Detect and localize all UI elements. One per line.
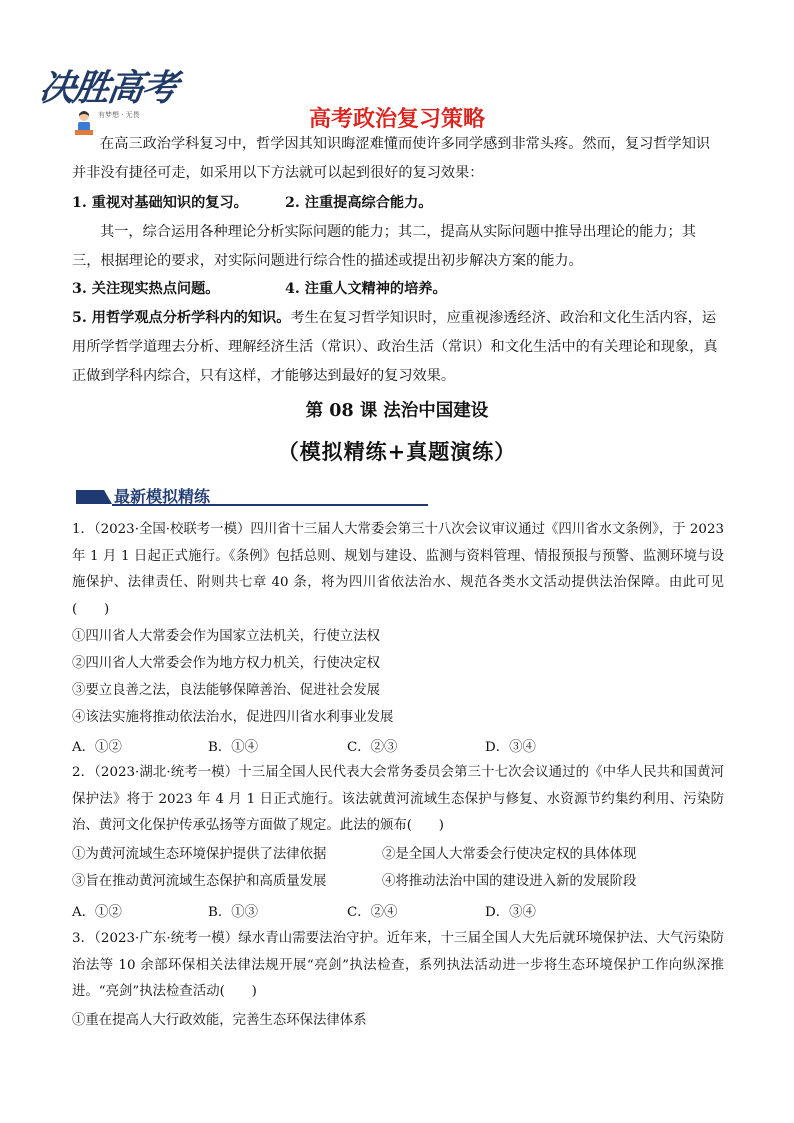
page-title: 高考政治复习策略 [308, 107, 485, 132]
question-2-answer-d: D．③④ [485, 905, 536, 920]
question-2-option-1: ①为黄河流域生态环境保护提供了法律依据 [72, 847, 327, 862]
logo-slogan: 有梦想 · 无畏 [98, 111, 140, 119]
question-1-option-2: ②四川省人大常委会作为地方权力机关，行使决定权 [72, 656, 380, 671]
question-2-option-3: ③旨在推动黄河流域生态保护和高质量发展 [72, 874, 327, 889]
question-1-stem: 1．（2023·全国·校联考一模）四川省十三届人大常委会第三十八次会议审议通过《四川省水文条例》，于 2023 年 1 月 1 日起正式施行。《条例》包括总则、规划与建设、监测与资料管理、情报预报与预警、监测环境与设施保护、法律责任、附则共七章 40 条，将为四川省依法治水、规范各类水文活动提供法治保障。由此可见( ) [72, 522, 724, 617]
lesson-title: 第 08 课 法治中国建设 [305, 401, 489, 421]
question-2-stem: 2．（2023·湖北·统考一模）十三届全国人民代表大会常务委员会第三十七次会议通过的《中华人民共和国黄河保护法》将于 2023 年 4 月 1 日正式施行。该法就黄河流域生态保护与修复、水资源节约集约利用、污染防治、黄河文化保护传承弘扬等方面做了规定。此法的颁布( ) [72, 765, 724, 833]
question-2-answer-c: C．②④ [347, 905, 398, 920]
tip-row-2 [72, 275, 722, 304]
tip-2-detail: 其一，综合运用各种理论分析实际问题的能力；其二，提高从实际问题中推导出理论的能力；其三，根据理论的要求，对实际问题进行综合性的描述或提出初步解决方案的能力。 [72, 224, 696, 269]
tip-3: 3. 关注现实热点问题。 [72, 281, 220, 297]
tip-row-1 [72, 189, 722, 218]
tip-5: 5. 用哲学观点分析学科内的知识。 [72, 310, 291, 326]
question-1-answer-d: D．③④ [485, 740, 536, 755]
tip-1: 1. 重视对基础知识的复习。 [72, 195, 248, 211]
banner-shape [76, 490, 112, 504]
question-1-answer-c: C．②③ [347, 740, 398, 755]
tip-5-paragraph [72, 304, 722, 391]
question-3-option-1: ①重在提高人大行政效能，完善生态环保法律体系 [72, 1013, 367, 1028]
section-banner [76, 484, 428, 510]
logo-text: 决胜高考 [36, 67, 179, 109]
question-1-option-1: ①四川省人大常委会作为国家立法机关，行使立法权 [72, 629, 380, 644]
tip-2: 2. 注重提高综合能力。 [285, 195, 433, 211]
tip-4: 4. 注重人文精神的培养。 [285, 281, 447, 297]
lesson-subtitle: （模拟精练+真题演练） [277, 439, 517, 464]
section-title: 最新模拟精练 [114, 487, 211, 506]
question-2-option-4: ④将推动法治中国的建设进入新的发展阶段 [382, 874, 637, 889]
question-1-option-4: ④该法实施将推动依法治水，促进四川省水利事业发展 [72, 710, 394, 725]
question-2-answer-a: A．①② [72, 905, 122, 920]
question-3-stem: 3．（2023·广东·统考一模）绿水青山需要法治守护。近年来，十三届全国人大先后就环境保护法、大气污染防治法等 10 余部环保相关法律法规开展“亮剑”执法检查，系列执法活动进一步将生态环境保护工作向纵深推进。“亮剑”执法检查活动( ) [72, 931, 724, 999]
tip-5-detail: 考生在复习哲学知识时，应重视渗透经济、政治和文化生活内容，运用所学哲学道理去分析、理解经济生活（常识）、政治生活（常识）和文化生活中的有关理论和现象，真正做到学科内综合，只有这样，才能够达到最好的复习效果。 [72, 310, 718, 384]
question-1-answer-b: B．①④ [208, 740, 259, 755]
question-2-answer-b: B．①③ [208, 905, 259, 920]
question-1-option-3: ③要立良善之法，良法能够保障善治、促进社会发展 [72, 683, 380, 698]
intro-paragraph: 在高三政治学科复习中，哲学因其知识晦涩难懂而使许多同学感到非常头疼。然而，复习哲学知识并非没有捷径可走，如采用以下方法就可以起到很好的复习效果： [72, 136, 711, 181]
question-2-option-2: ②是全国人大常委会行使决定权的具体体现 [382, 847, 637, 862]
question-1-answer-a: A．①② [72, 740, 122, 755]
